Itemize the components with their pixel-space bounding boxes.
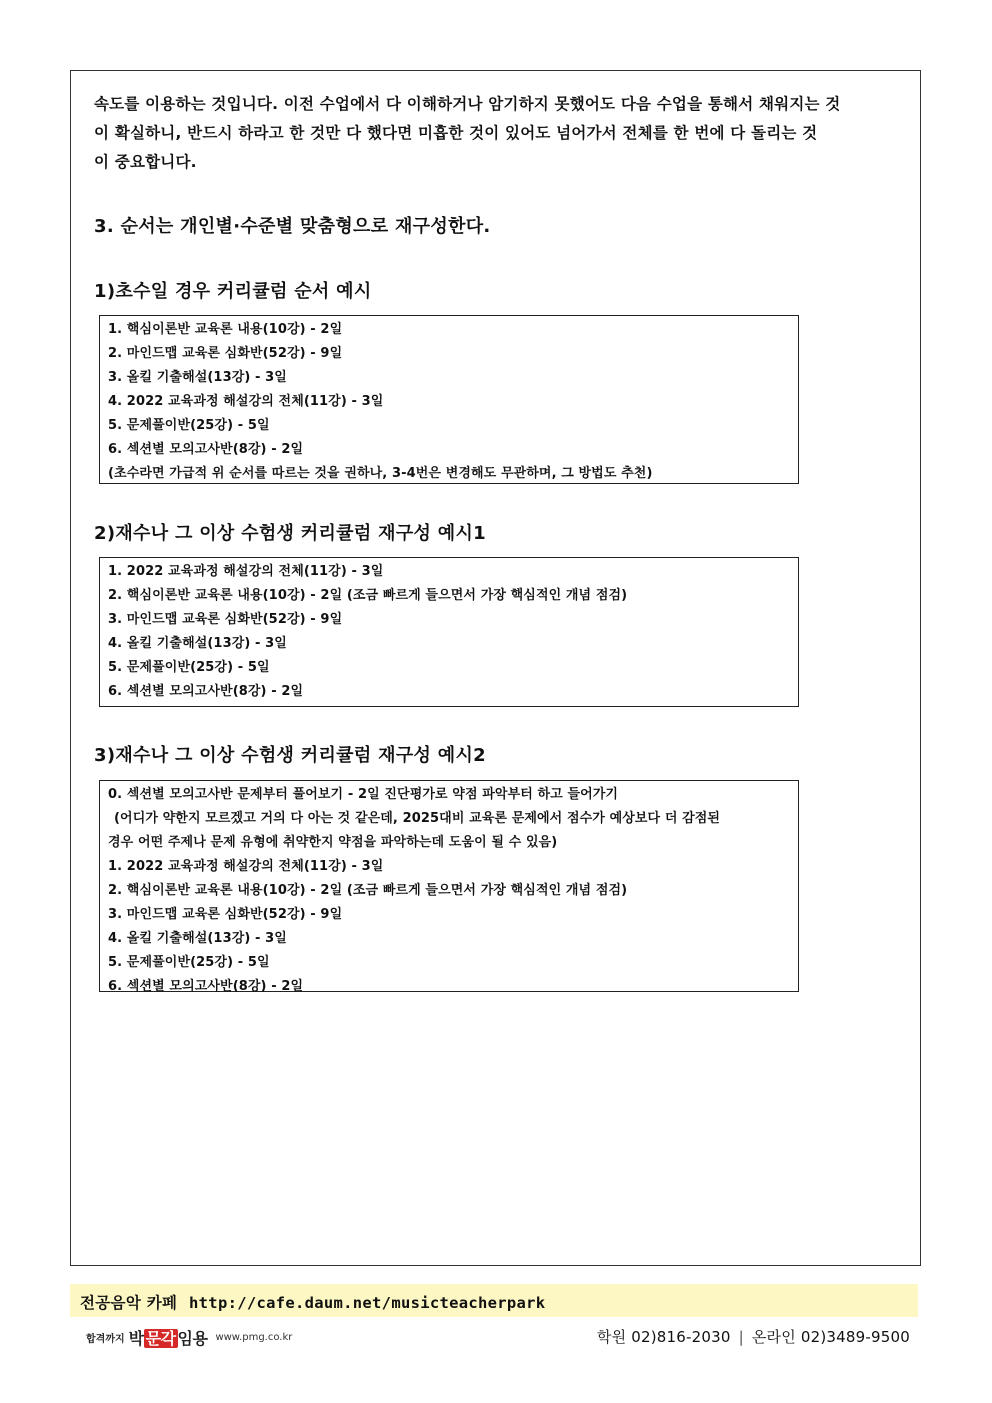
- example-1-heading: 1)초수일 경우 커리큘럼 순서 예시: [94, 281, 372, 302]
- list-item: 1. 핵심이론반 교육론 내용(10강) - 2일: [108, 322, 343, 337]
- brand-name-part: 임용: [177, 1328, 208, 1348]
- list-item: 6. 섹션별 모의고사반(8강) - 2일: [108, 442, 304, 457]
- brand-tagline: 합격까지: [86, 1333, 125, 1345]
- list-item: 5. 문제풀이반(25강) - 5일: [108, 418, 270, 433]
- list-item: 2. 핵심이론반 교육론 내용(10강) - 2일 (조금 빠르게 들으면서 가장 핵심적인 개념 점검): [108, 588, 628, 603]
- list-item: 6. 섹션별 모의고사반(8강) - 2일: [108, 684, 304, 699]
- example-3-heading: 3)재수나 그 이상 수험생 커리큘럼 재구성 예시2: [94, 745, 486, 766]
- cafe-info: [80, 1291, 545, 1313]
- brand-logo: [86, 1325, 292, 1349]
- contact-info: [597, 1326, 910, 1347]
- cafe-url-link[interactable]: http://cafe.daum.net/musicteacherpark: [189, 1294, 546, 1312]
- list-item: 4. 올킬 기출해설(13강) - 3일: [108, 931, 287, 946]
- example-3-box: [99, 780, 799, 992]
- list-note: (어디가 약한지 모르겠고 거의 다 아는 것 같은데, 2025대비 교육론 문제에서 점수가 예상보다 더 감점된: [114, 811, 721, 826]
- list-item: 1. 2022 교육과정 해설강의 전체(11강) - 3일: [108, 859, 384, 874]
- intro-line: 이 중요합니다.: [94, 153, 197, 171]
- brand-name-part: 박: [128, 1328, 144, 1348]
- list-item: 6. 섹션별 모의고사반(8강) - 2일: [108, 979, 304, 994]
- intro-paragraph: [94, 90, 900, 177]
- list-item: 2. 마인드맵 교육론 심화반(52강) - 9일: [108, 346, 343, 361]
- intro-line: 속도를 이용하는 것입니다. 이전 수업에서 다 이해하거나 암기하지 못했어도 다음 수업을 통해서 채워지는 것: [94, 95, 841, 113]
- list-item: 1. 2022 교육과정 해설강의 전체(11강) - 3일: [108, 564, 384, 579]
- intro-line: 이 확실하니, 반드시 하라고 한 것만 다 했다면 미흡한 것이 있어도 넘어가서 전체를 한 번에 다 돌리는 것: [94, 124, 818, 142]
- list-item: 4. 올킬 기출해설(13강) - 3일: [108, 636, 287, 651]
- list-item: 0. 섹션별 모의고사반 문제부터 풀어보기 - 2일 진단평가로 약점 파악부터 하고 들어가기: [108, 787, 619, 802]
- list-item: 2. 핵심이론반 교육론 내용(10강) - 2일 (조금 빠르게 들으면서 가장 핵심적인 개념 점검): [108, 883, 628, 898]
- divider: |: [738, 1328, 744, 1346]
- section-heading: 3. 순서는 개인별·수준별 맞춤형으로 재구성한다.: [94, 216, 491, 237]
- academy-phone: 학원 02)816-2030: [596, 1328, 731, 1346]
- brand-name-highlight: 문각: [145, 1328, 176, 1348]
- example-1-box: [99, 315, 799, 484]
- list-note: (초수라면 가급적 위 순서를 따르는 것을 권하나, 3-4번은 변경해도 무관하며, 그 방법도 추천): [108, 466, 653, 481]
- example-2-box: [99, 557, 799, 707]
- list-item: 4. 2022 교육과정 해설강의 전체(11강) - 3일: [108, 394, 384, 409]
- list-item: 3. 마인드맵 교육론 심화반(52강) - 9일: [108, 907, 343, 922]
- list-item: 5. 문제풀이반(25강) - 5일: [108, 660, 270, 675]
- brand-name: [129, 1326, 208, 1349]
- footer-cafe-band: [70, 1284, 918, 1317]
- list-note: 경우 어떤 주제나 문제 유형에 취약한지 약점을 파악하는데 도움이 될 수 있음): [108, 835, 558, 850]
- list-item: 5. 문제풀이반(25강) - 5일: [108, 955, 270, 970]
- list-item: 3. 올킬 기출해설(13강) - 3일: [108, 370, 287, 385]
- example-2-heading: 2)재수나 그 이상 수험생 커리큘럼 재구성 예시1: [94, 523, 486, 544]
- cafe-label: 전공음악 카페: [80, 1294, 178, 1312]
- brand-site-link[interactable]: www.pmg.co.kr: [215, 1331, 293, 1343]
- list-item: 3. 마인드맵 교육론 심화반(52강) - 9일: [108, 612, 343, 627]
- online-phone: 온라인 02)3489-9500: [751, 1328, 910, 1346]
